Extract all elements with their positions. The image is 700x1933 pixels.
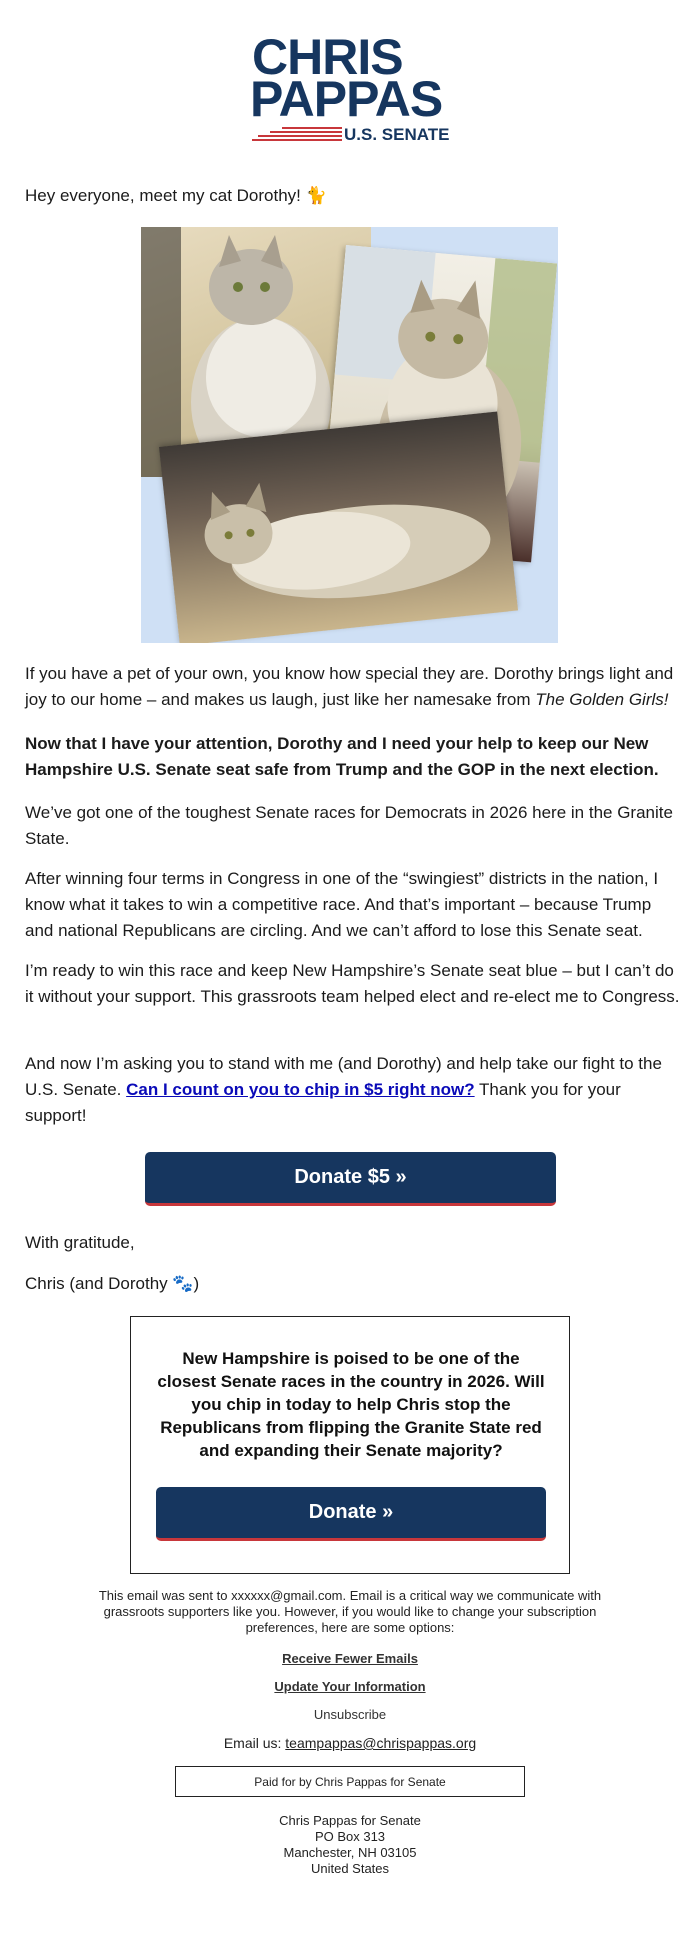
email-label: Email us: — [223, 1735, 286, 1751]
paragraph-four-terms: After winning four terms in Congress in one of the “swingiest” districts in the nation, I know what it takes to win a competitive race. And that’s important – because Trump and national Republicans are circling. And we can’t afford to lose this Senate seat. — [25, 869, 659, 940]
address-line4: United States — [310, 1861, 390, 1876]
paragraph-pets-text: If you have a pet of your own, you know how special they are. Dorothy brings light and joy to our home – and makes us laugh, just like her namesake from — [25, 664, 674, 709]
cat-photo-lying — [159, 411, 518, 643]
paragraph-pets — [25, 661, 680, 713]
paragraph-ask-text: And now I’m asking you to stand with me (and Dorothy) and help take our fight to the U.S. Senate. — [25, 1054, 662, 1099]
paragraph-attention — [25, 731, 680, 783]
paragraph-toughest-race: We’ve got one of the toughest Senate races for Democrats in 2026 here in the Granite State. — [25, 803, 673, 848]
logo-subtitle: U.S. SENATE — [344, 125, 450, 144]
greeting: Hey everyone, meet my cat Dorothy! 🐈 — [25, 186, 327, 205]
campaign-email-link[interactable]: teampappas@chrispappas.org — [285, 1735, 477, 1751]
chip-in-link[interactable]: Can I count on you to chip in $5 right now? — [126, 1080, 475, 1099]
address-line1: Chris Pappas for Senate — [279, 1813, 421, 1828]
logo-line2: PAPPAS — [250, 71, 443, 127]
campaign-logo — [250, 29, 460, 144]
logo-stripes — [252, 127, 342, 141]
logo-line1: CHRIS — [252, 29, 403, 85]
donate-button[interactable]: Donate » — [156, 1487, 546, 1541]
update-information-link[interactable]: Update Your Information — [274, 1679, 426, 1694]
appeal-box — [130, 1316, 570, 1574]
golden-girls-title: The Golden Girls! — [535, 690, 669, 709]
paragraph-attention-text: Now that I have your attention, Dorothy and I need your help to keep our New Hampshire U.S. Senate seat safe from Trump and the GOP in the next election. — [25, 734, 659, 779]
closing-signature: Chris (and Dorothy 🐾) — [25, 1274, 200, 1293]
appeal-box-text: New Hampshire is poised to be one of the closest Senate races in the country in 2026. Will you chip in today to help Chris stop the Republicans from flipping the Granite State red and expanding their Senate majority? — [157, 1349, 545, 1460]
unsubscribe-link[interactable]: Unsubscribe — [313, 1707, 387, 1722]
receive-fewer-emails-link[interactable]: Receive Fewer Emails — [282, 1651, 418, 1666]
paid-for-disclaimer: Paid for by Chris Pappas for Senate — [175, 1766, 525, 1797]
donate-5-button[interactable]: Donate $5 » — [145, 1152, 556, 1206]
cat-photo-collage — [141, 227, 558, 643]
footer-notice: This email was sent to xxxxxx@gmail.com. Email is a critical way we communicate with grassroots supporters like you. However, if you would like to change your subscription preferences, here are some options: — [98, 1588, 602, 1635]
footer-email-line — [0, 1735, 700, 1751]
address-line2: PO Box 313 — [314, 1829, 386, 1844]
address-line3: Manchester, NH 03105 — [283, 1845, 417, 1860]
closing-gratitude: With gratitude, — [25, 1233, 135, 1252]
cat-lying-image — [159, 411, 518, 643]
paragraph-ask-thanks: Thank you for your support! — [25, 1080, 621, 1125]
paragraph-ready-to-win: I’m ready to win this race and keep New Hampshire’s Senate seat blue – but I can’t do it without your support. This grassroots team helped elect and re-elect me to Congress. — [25, 961, 680, 1006]
paragraph-ask — [25, 1051, 680, 1129]
